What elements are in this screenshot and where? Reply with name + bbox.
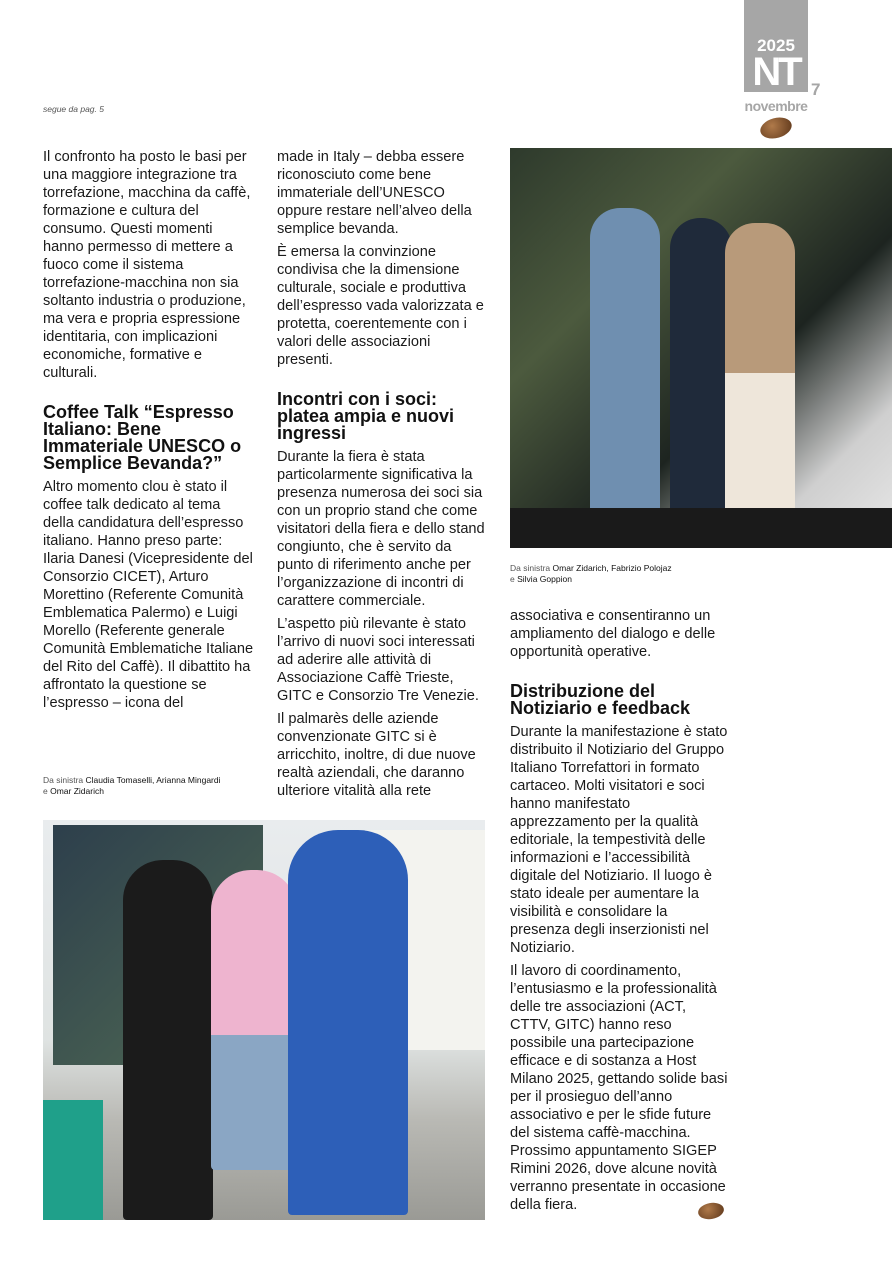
paragraph: Durante la manifestazione è stato distribuito il Notiziario del Gruppo Italiano Torrefattori in formato cartaceo. Molti visitatori e soci hanno manifestato apprezzamento per la qualità editoriale, la tempestività delle informazioni e l’accessibilità digitale del Notiziario. Il luogo è stato ideale per aumentare la visibilità e consolidare la presenza degli inserzionisti nel Notiziario. [510,724,728,956]
continued-note: segue da pag. 5 [43,104,104,114]
column-1 [43,148,255,717]
paragraph: Il palmarès delle aziende convenzionate GITC si è arricchito, inoltre, di due nuove realtà aziendali, che daranno ulteriore vitalità alla rete [277,711,476,799]
photo-caption-1: Da sinistra Omar Zidarich, Fabrizio Polojaz e Silvia Goppion [510,563,672,584]
paragraph: Durante la fiera è stata particolarmente significativa la presenza numerosa dei soci sia con un proprio stand che come visitatori della fiera e dello stand congiunto, che è servito da punto di riferimento anche per l’organizzazione di incontri di carattere commerciale. [277,449,485,609]
section-heading: Incontri con i soci: platea ampia e nuovi ingressi [277,389,455,443]
page-number: 7 [811,80,821,99]
section-heading: Distribuzione del Notiziario e feedback [510,681,691,718]
person-figure [123,860,213,1220]
logo: NT [752,50,800,94]
column-3 [510,607,728,1219]
person-figure [590,208,660,528]
person-figure [670,218,732,528]
paragraph: associativa e consentiranno un ampliamento del dialogo e delle opportunità operative. [510,608,716,660]
issue-year: 2025 [757,36,795,55]
person-figure [211,870,297,1170]
photo-three-people-stand [510,148,892,548]
paragraph: Il lavoro di coordinamento, l’entusiasmo e la professionalità delle tre associazioni (ACT, CTTV, GITC) hanno reso possibile una partecipazione efficace e di sostanza a Host Milano 2025, gettando solide basi per il prosieguo dell’anno associativo e per le sfide future del sistema caffè-macchina. Prossimo appuntamento SIGEP Rimini 2026, dove alcune novità verranno presentate in occasione della fiera. [510,963,728,1213]
paragraph: Altro momento clou è stato il coffee talk dedicato al tema della candidatura dell’espresso italiano. Hanno preso parte: Ilaria Danesi (Vicepresidente del Consorzio CICET), Arturo Morettino (Referente Comunità Emblematica Palermo) e Luigi Morello (Referente generale Comunità Emblematiche Italiane del Rito del Caffè). Il dibattito ha affrontato la questione se l’espresso – icona del [43,479,254,711]
person-figure [288,830,408,1215]
issue-month: novembre [744,98,808,114]
paragraph: made in Italy – debba essere riconosciuto come bene immateriale dell’UNESCO oppure restare nell’alveo della semplice bevanda. [277,149,472,237]
column-2 [277,148,487,805]
coffee-bean-icon [758,114,794,142]
photo-caption-2: Da sinistra Claudia Tomaselli, Arianna Mingardi e Omar Zidarich [43,775,221,796]
paragraph: L’aspetto più rilevante è stato l’arrivo di nuovi soci interessati ad aderire alle attività di Associazione Caffè Trieste, GITC e Consorzio Tre Venezie. [277,616,479,704]
paragraph: Il confronto ha posto le basi per una maggiore integrazione tra torrefazione, macchina da caffè, formazione e cultura del consumo. Questi momenti hanno permesso di mettere a fuoco come il sistema torrefazione-macchina non sia soltanto industria o produzione, ma vera e propria espressione identitaria, con implicazioni economiche, formative e culturali. [43,149,251,381]
section-heading: Coffee Talk “Espresso Italiano: Bene Immateriale UNESCO o Semplice Bevanda?” [43,402,242,473]
paragraph: È emersa la convinzione condivisa che la dimensione culturale, sociale e produttiva dell’espresso vada valorizzata e protetta, coerentemente con i valori delle associazioni presenti. [277,244,484,368]
photo-three-people-booth [43,820,485,1220]
person-figure [725,223,795,523]
issue-badge [744,0,808,92]
